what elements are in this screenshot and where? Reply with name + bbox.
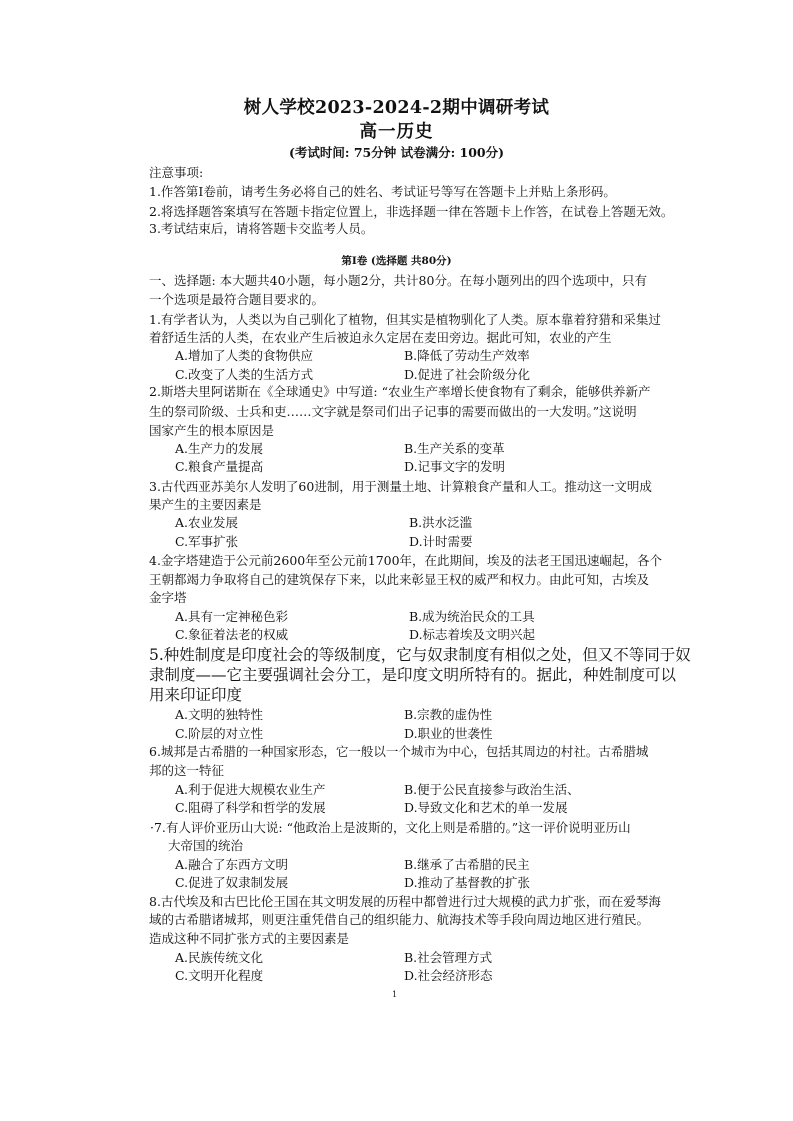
question-stem: 造成这种不同扩张方式的主要因素是 [149,931,350,946]
option-d: D.社会经济形态 [404,968,493,983]
question-stem: 着舒适生活的人类，在农业产生后被迫永久定居在麦田旁边。据此可知，农业的产生 [149,330,612,345]
option-c: C.军事扩张 [175,534,239,549]
option-d: D.职业的世袭性 [404,726,493,741]
option-b: B.继承了古希腊的民主 [404,857,530,872]
option-c: C.阶层的对立性 [175,726,264,741]
note-item: 1.作答第Ⅰ卷前，请考生务必将自己的姓名、考试证号等写在答题卡上并贴上条形码。 [149,184,616,199]
option-a: A.民族传统文化 [175,950,264,965]
option-c: C.象征着法老的权威 [175,627,289,642]
option-b: B.洪水泛滥 [409,515,473,530]
option-b: B.成为统治民众的工具 [409,609,535,624]
section-instructions: 一、选择题: 本大题共40小题，每小题2分，共计80分。在每小题列出的四个选项中，只有 [149,273,647,288]
option-a: A.农业发展 [175,515,239,530]
option-a: A.具有一定神秘色彩 [175,609,289,624]
exam-info: (考试时间: 75分钟 试卷满分: 100分) [288,145,505,160]
option-c: C.阻碍了科学和哲学的发展 [175,800,326,815]
question-stem: 3.古代西亚苏美尔人发明了60进制，用于测量土地、计算粮食产量和人工。推动这一文明成 [149,479,652,494]
option-a: A.生产力的发展 [175,441,264,456]
option-d: D.促进了社会阶级分化 [404,367,531,382]
option-c: C.文明开化程度 [175,968,264,983]
option-d: D.计时需要 [409,534,473,549]
option-b: B.社会管理方式 [404,950,493,965]
question-stem: 金字塔 [149,590,187,605]
option-d: D.记事文字的发明 [404,459,506,474]
question-stem: 域的古希腊诸城邦，则更注重凭借自己的组织能力、航海技术等手段向周边地区进行殖民。 [149,912,650,927]
question-stem: 4.金字塔建造于公元前2600年至公元前1700年，在此期间，埃及的法老王国迅速崛起，各个 [149,553,663,568]
exam-title: 树人学校2023-2024-2期中调研考试 [243,98,550,118]
option-b: B.生产关系的变革 [404,441,505,456]
option-c: C.粮食产量提高 [175,459,264,474]
question-stem: 隶制度——它主要强调社会分工，是印度文明所特有的。据此，种姓制度可以 [149,666,677,684]
option-a: A.融合了东西方文明 [175,857,289,872]
question-stem: 2.斯塔夫里阿诺斯在《全球通史》中写道: “农业生产率增长使食物有了剩余，能够供养新产 [149,384,651,399]
question-stem: 邦的这一特征 [149,763,225,778]
notes-heading: 注意事项: [149,165,204,180]
option-d: D.推动了基督教的扩张 [404,875,531,890]
question-stem: 6.城邦是古希腊的一种国家形态，它一般以一个城市为中心，包括其周边的村社。古希腊城 [149,744,649,759]
page-number: 1 [392,990,398,999]
section-instructions: 一个选项是最符合题目要求的。 [149,292,325,307]
option-a: A.利于促进大规模农业生产 [175,782,326,797]
question-stem: 1.有学者认为，人类以为自己驯化了植物，但其实是植物驯化了人类。原本靠着狩猎和采集过 [149,312,661,327]
option-d: D.标志着埃及文明兴起 [409,627,536,642]
note-item: 2.将选择题答案填写在答题卡指定位置上，非选择题一律在答题卡上作答，在试卷上答题无效。 [149,204,674,219]
option-b: B.降低了劳动生产效率 [404,348,530,363]
question-stem: 大帝国的统治 [168,838,244,853]
option-a: A.增加了人类的食物供应 [175,348,314,363]
question-stem: 果产生的主要因素是 [149,497,262,512]
question-stem: 王朝都竭力争取将自己的建筑保存下来，以此来彰显王权的威严和权力。由此可知，古埃及 [149,572,650,587]
option-b: B.便于公民直接参与政治生活、 [404,782,580,797]
question-stem: 用来印证印度 [149,686,243,704]
question-stem: 5.种姓制度是印度社会的等级制度，它与奴隶制度有相似之处，但又不等同于奴 [149,646,691,664]
question-stem: ·7.有人评价亚历山大说: “他政治上是波斯的，文化上则是希腊的。”这一评价说明亚历山 [150,820,631,835]
question-stem: 8.古代埃及和古巴比伦王国在其文明发展的历程中都曾进行过大规模的武力扩张，而在爱琴海 [149,894,661,909]
option-c: C.改变了人类的生活方式 [175,367,314,382]
option-a: A.文明的独特性 [175,707,264,722]
option-c: C.促进了奴隶制发展 [175,875,289,890]
exam-subject: 高一历史 [359,122,434,142]
section-title: 第Ⅰ卷 (选择题 共80分) [341,255,452,267]
note-item: 3.考试结束后，请将答题卡交监考人员。 [149,221,374,236]
option-b: B.宗教的虚伪性 [404,707,493,722]
question-stem: 生的祭司阶级、士兵和吏……文字就是祭司们出子记事的需要而做出的一大发明。”这说明 [149,404,637,419]
option-d: D.导致文化和艺术的单一发展 [404,800,568,815]
question-stem: 国家产生的根本原因是 [149,423,275,438]
